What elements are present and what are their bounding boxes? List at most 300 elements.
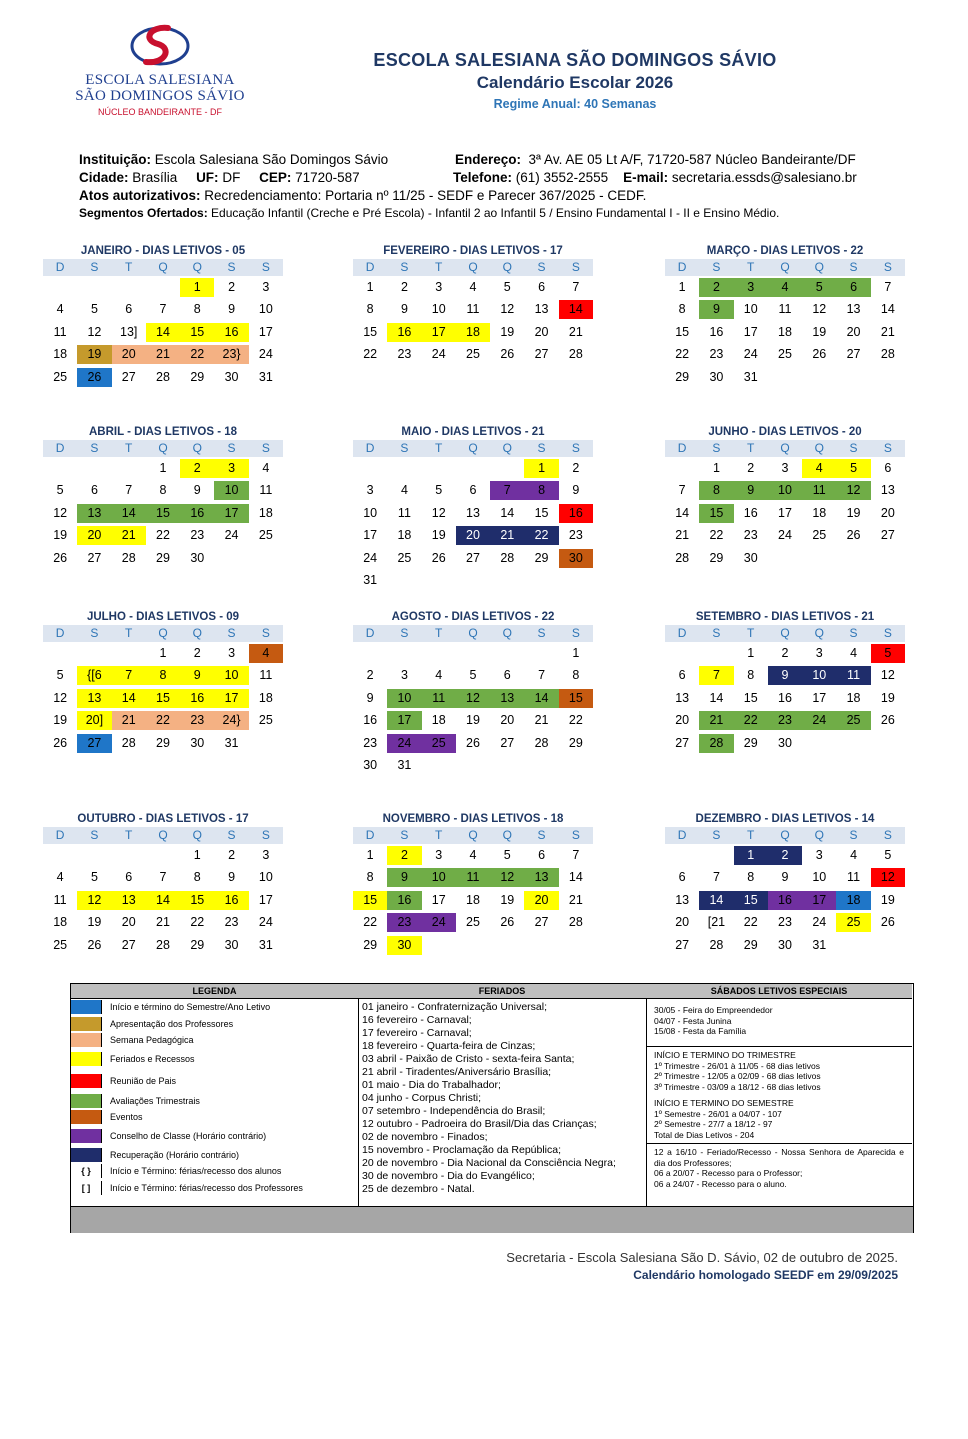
calendar-day: 1 — [180, 278, 214, 297]
authorization-line — [79, 188, 646, 203]
legend-item — [71, 1016, 358, 1033]
calendar-day: 9 — [193, 483, 201, 497]
calendar-day: 26 — [431, 550, 446, 565]
calendar-day: 21 — [699, 711, 733, 730]
weekday-label: S — [571, 626, 580, 640]
calendar-day: 30 — [743, 550, 758, 565]
calendar-day: 18 — [258, 505, 273, 520]
city-label: Cidade: — [79, 170, 129, 185]
calendar-day: 25 — [466, 915, 480, 929]
calendar-day: 13 — [490, 689, 524, 708]
week-row — [665, 525, 905, 548]
weekday-label: Q — [814, 441, 824, 455]
calendar-day: 31 — [258, 937, 273, 952]
calendar-day: 4 — [56, 870, 64, 884]
week-row — [43, 502, 283, 525]
holiday-item: 25 de dezembro - Natal. — [362, 1183, 475, 1195]
weekday-label: S — [261, 260, 270, 274]
calendar-day: 15 — [734, 891, 768, 910]
weekday-label: S — [571, 441, 580, 455]
calendar-day: 8 — [524, 481, 558, 500]
calendar-day: 4 — [802, 459, 836, 478]
trimester-title: INÍCIO E TERMINO DO TRIMESTRE — [654, 1050, 796, 1060]
calendar-day: 22 — [734, 711, 768, 730]
calendar-day: 1 — [712, 460, 720, 475]
calendar-day: 4 — [850, 847, 858, 862]
calendar-day: 19 — [880, 892, 895, 907]
calendar-day: 10 — [363, 505, 378, 520]
weekday-label: D — [55, 441, 65, 455]
legend-item — [71, 1147, 358, 1164]
weekday-label: T — [125, 441, 133, 455]
week-row — [665, 867, 905, 890]
cep-value: 71720-587 — [295, 170, 360, 185]
week-row — [665, 344, 905, 367]
legend-label: Avaliações Trimestrais — [110, 1095, 200, 1106]
calendar-title: Calendário Escolar 2026 — [476, 73, 674, 92]
calendar-day: 28 — [156, 937, 170, 952]
holiday-item: 04 junho - Corpus Christi; — [362, 1092, 482, 1104]
calendar-day: 26 — [466, 735, 480, 750]
calendar-day: 20 — [675, 713, 690, 727]
address-line — [455, 152, 856, 167]
week-row — [43, 299, 283, 322]
calendar-day: 31 — [224, 735, 239, 750]
weekday-label: Q — [780, 626, 790, 640]
calendar-day: 18 — [778, 324, 792, 339]
institution-label: Instituição: — [79, 152, 152, 167]
calendar-day: 20 — [534, 324, 549, 339]
calendar-day: 4 — [469, 847, 477, 862]
calendar-day: 2 — [699, 278, 733, 297]
week-row — [43, 321, 283, 344]
week-row — [353, 276, 593, 299]
weekday-label: S — [883, 441, 892, 455]
calendar-day: 26 — [77, 368, 111, 387]
trimester-section — [646, 1047, 912, 1095]
calendar-day: 21 — [675, 528, 690, 542]
calendar-day: 28 — [880, 347, 895, 361]
calendar-day: 7 — [572, 847, 580, 862]
weekday-label: D — [365, 626, 375, 640]
calendar-day: 9 — [366, 690, 374, 705]
calendar-day: 4 — [768, 278, 802, 297]
calendar-day: 4 — [435, 668, 443, 682]
calendar-day: 27 — [675, 937, 690, 952]
phone-label: Telefone: — [453, 170, 513, 185]
calendar-day: 30 — [363, 758, 378, 772]
week-row — [353, 732, 593, 755]
trimester-item: 2º Trimestre - 12/05 a 02/09 - 68 dias letivos — [654, 1071, 821, 1081]
week-row — [665, 321, 905, 344]
week-row — [353, 547, 593, 570]
calendar-day: 14 — [146, 891, 180, 910]
calendar-day: 8 — [572, 668, 580, 682]
calendar-day: 12 — [53, 505, 68, 520]
calendar-day: 15 — [180, 323, 214, 342]
holiday-item: 18 fevereiro - Quarta-feira de Cinzas; — [362, 1040, 536, 1052]
special-saturday-item: 30/05 - Feira do Empreendedor — [654, 1005, 773, 1015]
calendar-day: 18 — [53, 915, 68, 929]
weekday-label: S — [227, 441, 236, 455]
calendar-day: 13 — [534, 302, 549, 316]
weekday-label: Q — [192, 828, 202, 842]
calendar-day: 6 — [538, 279, 546, 294]
calendar-day: 16 — [387, 323, 421, 342]
calendar-day: 23} — [214, 345, 248, 364]
calendar-day: 24 — [431, 347, 446, 361]
calendar-day: 30 — [709, 369, 724, 384]
calendar-day: 24 — [743, 347, 758, 361]
month-block — [353, 609, 593, 777]
week-row — [353, 457, 593, 480]
weekday-header — [353, 259, 593, 276]
logo-line-3: NÚCLEO BANDEIRANTE - DF — [97, 107, 222, 117]
calendar-day: 29 — [568, 735, 583, 750]
holiday-item: 15 novembro - Proclamação da República; — [362, 1144, 562, 1156]
legend-swatch — [71, 1110, 102, 1124]
week-row — [43, 525, 283, 548]
week-row — [665, 710, 905, 733]
uf-value: DF — [222, 170, 241, 185]
calendar-day: 30 — [778, 937, 792, 952]
segments-label: Segmentos Ofertados: — [79, 206, 208, 220]
calendar-day: 27 — [121, 369, 136, 384]
month-title: MARÇO - DIAS LETIVOS - 22 — [706, 245, 864, 257]
weekday-label: Q — [502, 626, 512, 640]
calendar-day: {[6 — [77, 666, 111, 685]
calendar-day: 13 — [846, 302, 861, 316]
weekday-label: Q — [780, 260, 790, 274]
calendar-day: 3 — [435, 279, 443, 294]
trimester-item: 1º Trimestre - 26/01 à 11/05 - 68 dias letivos — [654, 1060, 820, 1071]
secretary-signature: Secretaria - Escola Salesiana São D. Sávio, 02 de outubro de 2025. — [506, 1250, 898, 1265]
calendar-day: 17 — [802, 891, 836, 910]
calendar-day: 17 — [778, 505, 792, 520]
calendar-day: 20 — [77, 526, 111, 545]
calendar-day: 24 — [422, 913, 456, 932]
calendar-day: 16 — [387, 891, 421, 910]
legend-swatch — [71, 1094, 102, 1108]
calendar-day: 14 — [112, 504, 146, 523]
calendar-day: 17 — [258, 324, 273, 339]
calendar-day: 23 — [568, 528, 583, 542]
calendar-day: 14 — [880, 302, 895, 316]
calendar-day: 9 — [400, 302, 408, 316]
calendar-day: 11 — [456, 868, 490, 887]
calendar-day: 7 — [112, 666, 146, 685]
weekday-label: Q — [468, 441, 478, 455]
segments-line — [79, 206, 779, 220]
calendar-day: 29 — [709, 550, 724, 565]
calendar-day: 29 — [743, 937, 758, 952]
weekday-label: Q — [192, 626, 202, 640]
calendar-day: 9 — [228, 302, 236, 316]
calendar-day: 12 — [87, 324, 102, 339]
calendar-day: 23 — [768, 711, 802, 730]
weekday-label: S — [883, 626, 892, 640]
legend-item — [71, 1163, 358, 1180]
calendar-day: 8 — [678, 302, 686, 316]
calendar-day: 19 — [77, 345, 111, 364]
calendar-day: 8 — [747, 668, 755, 682]
weekday-header — [665, 625, 905, 642]
calendar-day: 12 — [456, 689, 490, 708]
calendar-day: 11 — [466, 302, 480, 316]
weekday-label: D — [365, 828, 375, 842]
calendar-day: 6 — [90, 483, 98, 497]
calendar-day: 9 — [387, 868, 421, 887]
calendar-day: 6 — [503, 668, 511, 682]
calendar-day: 26 — [812, 347, 827, 361]
calendar-day: 6 — [836, 278, 870, 297]
semester-section — [646, 1095, 912, 1144]
calendar-day: 19 — [466, 713, 480, 727]
week-row — [353, 321, 593, 344]
week-row — [43, 480, 283, 503]
calendar-day: 23 — [190, 528, 205, 542]
calendar-day: 31 — [258, 369, 273, 384]
calendar-day: 2 — [228, 279, 236, 294]
calendar-day: 30 — [559, 549, 593, 568]
saturdays-title: SÁBADOS LETIVOS ESPECIAIS — [646, 984, 912, 999]
weekday-header — [43, 259, 283, 276]
calendar-day: 19 — [500, 892, 515, 907]
calendar-day: 18 — [812, 505, 827, 520]
calendar-day: 25 — [812, 528, 827, 542]
legend-swatch — [71, 1017, 102, 1031]
calendar-day: 15 — [353, 891, 387, 910]
legend-item — [71, 1049, 358, 1070]
month-title: JUNHO - DIAS LETIVOS - 20 — [708, 426, 862, 438]
calendar-day: 18 — [836, 891, 870, 910]
calendar-day: 28 — [534, 735, 549, 750]
calendar-day: 24 — [258, 915, 273, 929]
calendar-day: 13 — [675, 892, 690, 907]
phone-value: (61) 3552-2555 — [515, 170, 609, 185]
calendar-day: 17 — [812, 690, 827, 705]
legend-item — [71, 1093, 358, 1110]
calendar-day: 3 — [400, 668, 408, 682]
weekday-header — [353, 440, 593, 457]
week-row — [665, 366, 905, 389]
calendar-day: 2 — [387, 846, 421, 865]
week-row — [353, 889, 593, 912]
week-row — [43, 547, 283, 570]
calendar-day: 7 — [678, 483, 686, 497]
calendar-day: 7 — [884, 279, 892, 294]
week-row — [43, 844, 283, 867]
weekday-label: S — [90, 626, 99, 640]
weekday-header — [665, 827, 905, 844]
calendar-day: 28 — [568, 915, 583, 929]
calendar-day: 9 — [228, 870, 236, 884]
weekday-label: S — [400, 441, 409, 455]
calendar-day: 27 — [77, 734, 111, 753]
calendar-day: 17 — [258, 892, 273, 907]
calendar-day: 22 — [190, 915, 205, 929]
recess-notes — [646, 1144, 912, 1192]
weekday-label: S — [537, 626, 546, 640]
calendar-day: 12 — [431, 505, 446, 520]
weekday-label: Q — [468, 626, 478, 640]
weekday-label: S — [90, 441, 99, 455]
calendar-day: 19 — [846, 505, 861, 520]
calendar-day: 24 — [387, 734, 421, 753]
calendar-day: 21 — [490, 526, 524, 545]
calendar-day: 16 — [559, 504, 593, 523]
calendar-day: 16 — [363, 713, 378, 727]
calendar-day: 20 — [500, 713, 515, 727]
weekday-label: D — [55, 626, 65, 640]
calendar-day: 31 — [743, 369, 758, 384]
holiday-item: 12 outubro - Padroeira do Brasil/Dia das Crianças; — [362, 1118, 597, 1130]
calendar-day: 14 — [675, 505, 690, 520]
calendar-day: 23 — [743, 528, 758, 542]
calendar-day: 5 — [836, 459, 870, 478]
calendar-day: 8 — [366, 870, 374, 884]
weekday-label: S — [849, 260, 858, 274]
calendar-day: 2 — [180, 459, 214, 478]
calendar-day: 14 — [146, 323, 180, 342]
calendar-day: 14 — [699, 891, 733, 910]
salesian-logo-icon — [128, 22, 192, 70]
weekday-label: S — [537, 441, 546, 455]
calendar-day: 14 — [524, 689, 558, 708]
calendar-day: 9 — [768, 666, 802, 685]
calendar-day: 26 — [500, 347, 515, 361]
weekday-label: Q — [468, 260, 478, 274]
calendar-day: 6 — [538, 847, 546, 862]
legend-label: Apresentação dos Professores — [110, 1018, 234, 1029]
calendar-day: 26 — [880, 713, 895, 727]
week-row — [43, 710, 283, 733]
calendar-day: 3 — [734, 278, 768, 297]
weekday-label: S — [537, 828, 546, 842]
calendar-day: 9 — [781, 870, 789, 884]
semester-item: 1º Semestre - 26/01 a 04/07 - 107 — [654, 1108, 782, 1119]
legend-item — [71, 1032, 358, 1049]
weekday-label: D — [365, 441, 375, 455]
legend-title: LEGENDA — [71, 984, 358, 999]
weekday-label: Q — [502, 260, 512, 274]
calendar-day: 21 — [112, 526, 146, 545]
holidays-list — [358, 999, 646, 1198]
calendar-day: 23 — [387, 913, 421, 932]
weekday-label: D — [677, 441, 687, 455]
calendar-day: 11 — [259, 668, 273, 682]
holiday-item: 20 de novembro - Dia Nacional da Consciência Negra; — [362, 1157, 616, 1169]
calendar-day: 20 — [112, 345, 146, 364]
calendar-day: 12 — [53, 690, 68, 705]
special-saturday-item: 04/07 - Festa Junina — [654, 1015, 732, 1026]
weekday-label: Q — [780, 441, 790, 455]
calendar-day: 16 — [214, 891, 248, 910]
legend-swatch — [71, 1033, 102, 1047]
calendar-day: 23 — [709, 347, 724, 361]
calendar-day: 4 — [400, 483, 408, 497]
city-line — [79, 170, 360, 185]
calendar-day: 23 — [397, 347, 412, 361]
calendar-day: 27 — [534, 915, 549, 929]
calendar-day: 5 — [435, 483, 443, 497]
calendar-day: 25 — [836, 711, 870, 730]
calendar-day: 10 — [802, 666, 836, 685]
calendar-day: 10 — [258, 302, 273, 316]
weekday-label: S — [537, 260, 546, 274]
school-title: ESCOLA SALESIANA SÃO DOMINGOS SÁVIO — [373, 50, 777, 70]
weekday-label: D — [365, 260, 375, 274]
institution-line — [79, 152, 388, 167]
calendar-day: 3 — [815, 645, 823, 660]
weekday-label: T — [747, 828, 755, 842]
weekday-label: D — [677, 626, 687, 640]
calendar-day: [21 — [707, 915, 726, 929]
legend-label: Eventos — [110, 1112, 143, 1123]
calendar-day: 25 — [422, 734, 456, 753]
calendar-day: 6 — [125, 870, 133, 884]
week-row — [353, 934, 593, 957]
calendar-day: 19 — [53, 713, 68, 727]
weekday-label: S — [712, 828, 721, 842]
calendar-day: 19 — [87, 915, 102, 929]
weekday-label: D — [55, 828, 65, 842]
calendar-day: 24 — [812, 915, 827, 929]
calendar-day: 28 — [121, 550, 136, 565]
calendar-day: 12 — [500, 302, 515, 316]
homologation-note: Calendário homologado SEEDF em 29/09/2025 — [633, 1268, 898, 1282]
calendar-day: 9 — [734, 481, 768, 500]
calendar-day: 30 — [224, 369, 239, 384]
weekday-label: Q — [502, 828, 512, 842]
calendar-day: 27 — [500, 735, 515, 750]
calendar-day: 28 — [121, 735, 136, 750]
calendar-day: 3 — [366, 483, 374, 497]
recess-note: 12 a 16/10 - Feriado/Recesso - Nossa Senhora de Aparecida e dia dos Professores; — [654, 1147, 904, 1168]
week-row — [665, 642, 905, 665]
calendar-day: 18 — [466, 892, 480, 907]
calendar-day: 29 — [156, 735, 170, 750]
week-row — [665, 889, 905, 912]
calendar-day: 1 — [678, 279, 686, 294]
authorization-value: Recredenciamento: Portaria nº 11/25 - SEDF e Parecer 367/2025 - CEDF. — [204, 188, 647, 203]
calendar-day: 3 — [815, 847, 823, 862]
calendar-day: 13 — [524, 868, 558, 887]
trimester-item: 3º Trimestre - 03/09 a 18/12 - 68 dias letivos — [654, 1081, 821, 1092]
calendar-day: 29 — [156, 550, 170, 565]
legend-item — [71, 1126, 358, 1147]
calendar-day: 27 — [534, 347, 549, 361]
calendar-day: 3 — [214, 459, 248, 478]
calendar-day: 25 — [397, 550, 412, 565]
calendar-day: 30 — [190, 735, 205, 750]
calendar-day: 15 — [534, 505, 549, 520]
calendar-day: 16 — [768, 891, 802, 910]
calendar-day: 13 — [466, 505, 480, 520]
legend-swatch — [71, 1148, 102, 1162]
calendar-day: 24 — [802, 711, 836, 730]
month-block — [43, 811, 283, 957]
calendar-day: 5 — [802, 278, 836, 297]
calendar-day: 14 — [568, 870, 583, 884]
calendar-day: 28 — [568, 347, 583, 361]
calendar-day: 17 — [743, 324, 758, 339]
calendar-day: 24 — [224, 528, 239, 542]
calendar-day: 11 — [422, 689, 456, 708]
calendar-day: 12 — [836, 481, 870, 500]
calendar-day: 4 — [249, 644, 283, 663]
calendar-day: 26 — [846, 528, 861, 542]
